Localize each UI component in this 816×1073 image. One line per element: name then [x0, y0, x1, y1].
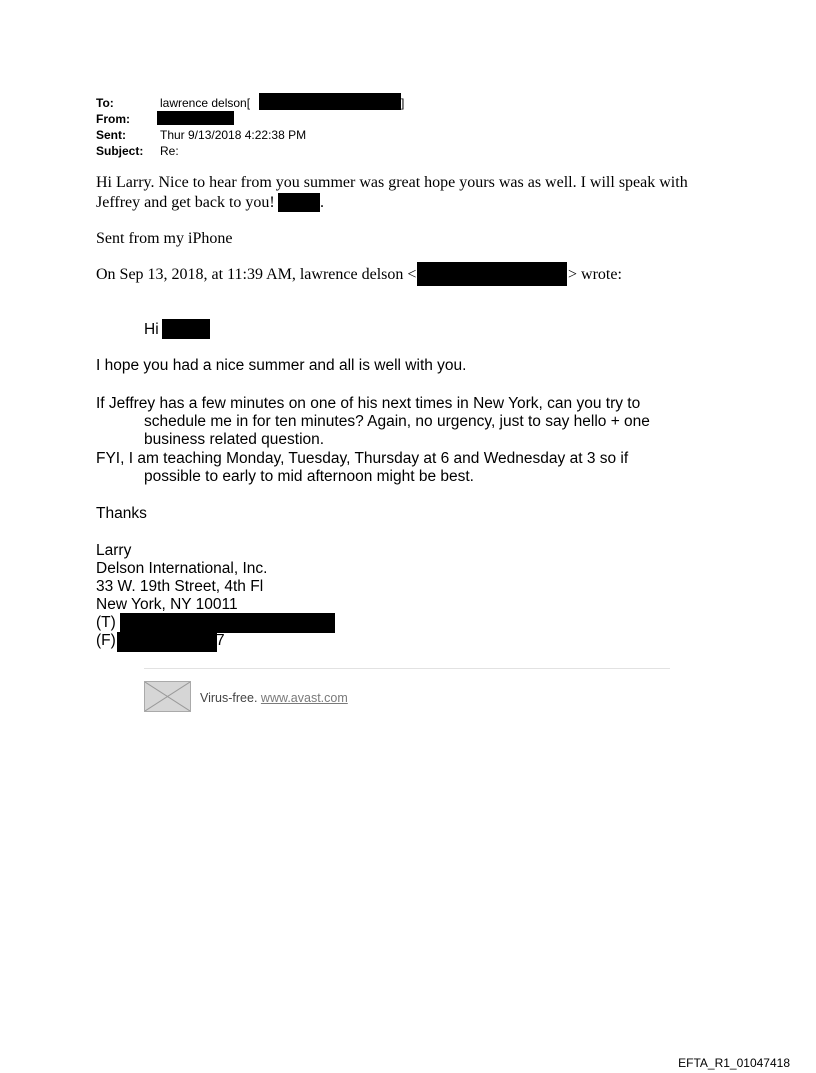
avast-notice	[200, 691, 348, 705]
redaction-reply-signoff	[278, 193, 320, 212]
reply-signature: Sent from my iPhone	[96, 230, 233, 247]
quote-intro: On Sep 13, 2018, at 11:39 AM, lawrence delson <	[96, 266, 417, 283]
to-value: lawrence delson[	[160, 96, 251, 110]
quoted-paragraph-3-line-1: FYI, I am teaching Monday, Tuesday, Thursday at 6 and Wednesday at 3 so if	[96, 450, 629, 467]
quoted-paragraph-1: I hope you had a nice summer and all is well with you.	[96, 357, 467, 374]
sent-label: Sent:	[96, 128, 126, 142]
subject-label: Subject:	[96, 144, 144, 158]
avast-link[interactable]: www.avast.com	[260, 691, 348, 705]
quoted-thanks: Thanks	[96, 505, 147, 522]
reply-line-2: Jeffrey and get back to you!	[96, 194, 275, 211]
quoted-paragraph-2-line-2: schedule me in for ten minutes? Again, no urgency, just to say hello + one	[144, 413, 650, 430]
signature-address-1: 33 W. 19th Street, 4th Fl	[96, 578, 264, 595]
redaction-telephone	[120, 613, 335, 633]
quoted-paragraph-2-line-1: If Jeffrey has a few minutes on one of his next times in New York, can you try to	[96, 395, 641, 412]
subject-value: Re:	[160, 144, 179, 158]
document-id: EFTA_R1_01047418	[678, 1056, 790, 1070]
signature-telephone-label: (T)	[96, 614, 116, 631]
quote-intro-tail: > wrote:	[568, 266, 622, 283]
redaction-from	[157, 111, 234, 125]
avast-notice-text: Virus-free.	[200, 691, 258, 705]
to-label: To:	[96, 96, 114, 110]
redaction-to-email	[259, 93, 401, 110]
redaction-quote-email	[417, 262, 567, 286]
from-label: From:	[96, 112, 130, 126]
quoted-greeting: Hi	[144, 321, 159, 338]
reply-line-2-tail: .	[320, 194, 324, 211]
to-close-bracket: ]	[401, 96, 405, 110]
signature-fax-tail: 7	[216, 632, 225, 649]
quoted-paragraph-2-line-3: business related question.	[144, 431, 325, 448]
avast-divider	[144, 668, 670, 669]
signature-fax-label: (F)	[96, 632, 116, 649]
reply-line-1: Hi Larry. Nice to hear from you summer was great hope yours was as well. I will speak with	[96, 174, 688, 191]
signature-name: Larry	[96, 542, 132, 559]
avast-image-placeholder-icon	[144, 681, 191, 712]
redaction-fax	[117, 632, 217, 652]
sent-value: Thur 9/13/2018 4:22:38 PM	[160, 128, 307, 142]
signature-company: Delson International, Inc.	[96, 560, 268, 577]
signature-address-2: New York, NY 10011	[96, 596, 238, 613]
redaction-greeting-name	[162, 319, 210, 339]
quoted-paragraph-3-line-2: possible to early to mid afternoon might be best.	[144, 468, 474, 485]
